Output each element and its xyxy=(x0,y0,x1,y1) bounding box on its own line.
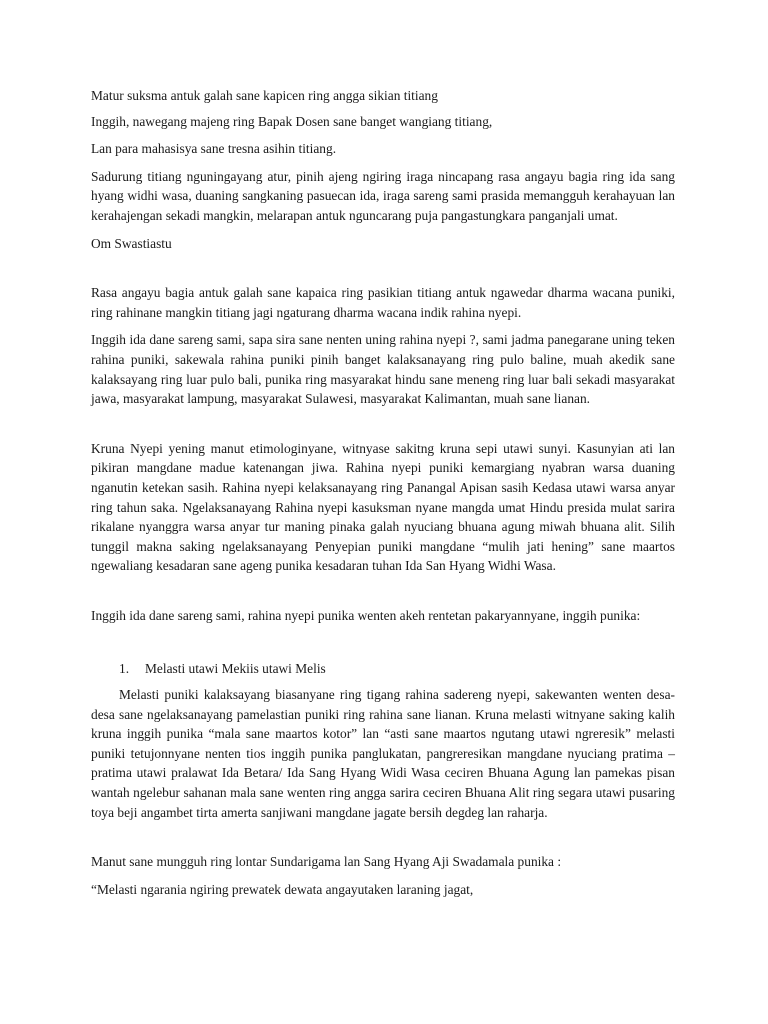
paragraph-2: Inggih ida dane sareng sami, sapa sira sane nenten uning rahina nyepi ?, sami jadma panegarane uning teken rahina puniki, sakewala rahina puniki pinih banget kalaksanayang ring pulo baline, muah akedik sane kalaksayang ring luar pulo bali, punika ring masyarakat hindu sane meneng ring luar bali sekadi masyarakat jawa, masyarakat lampung, masyarakat Sulawesi, masyarakat Kalimantan, muah sane lianan. xyxy=(91,332,675,407)
salutation: Om Swastiastu xyxy=(91,235,172,251)
document-body xyxy=(91,86,675,899)
list-number: 1. xyxy=(119,661,130,677)
greeting-line-3: Lan para mahasisya sane tresna asihin titiang. xyxy=(91,141,337,157)
paragraph-6: Manut sane mungguh ring lontar Sundarigama lan Sang Hyang Aji Swadamala punika : xyxy=(91,854,562,870)
paragraph-4: Inggih ida dane sareng sami, rahina nyepi punika wenten akeh rentetan pakaryannyane, inggih punika: xyxy=(91,607,641,623)
list-item xyxy=(91,659,675,679)
quote-line: “Melasti ngarania ngiring prewatek dewata angayutaken laraning jagat, xyxy=(91,881,474,897)
list-label: Melasti utawi Mekiis utawi Melis xyxy=(145,661,326,677)
paragraph-3: Kruna Nyepi yening manut etimologinyane, witnyase sakitng kruna sepi utawi sunyi. Kasunyian ati lan pikiran mangdane madue katenangan jiwa. Rahina nyepi puniki kemargiang nyabran warsa duaning nganutin ketekan sasih. Rahina nyepi kelaksanayang ring Panangal Apisan sasih Kedasa utawi warsa anyar ring tahun saka. Ngelaksanayang Rahina nyepi kasuksman nyane mangda umat Hindu presida mulat sarira rikalane nyanggra warsa anyar tur maning pinaka galah nyuciang bhuana agung miwah bhuana alit. Silih tunggil makna saking ngelaksanayang Penyepian puniki mangdane “mulih jati hening” sane maartos ngewaliang kesadaran sane ageng punika kesadaran tuhan Ida San Hyang Widhi Wasa. xyxy=(91,440,675,574)
greeting-line-1: Matur suksma antuk galah sane kapicen ring angga sikian titiang xyxy=(91,88,438,103)
greeting-line-2: Inggih, nawegang majeng ring Bapak Dosen sane banget wangiang titiang, xyxy=(91,113,493,129)
paragraph-5: Melasti puniki kalaksayang biasanyane ring tigang rahina sadereng nyepi, sakewanten wenten desa-desa sane ngelaksanayang pamelastian puniki ring rahina sane lianan. Kruna melasti witnyane saking kalih kruna inggih punika “mala sane maartos kotor” lan “asti sane maartos ngutang utawi ngreresik” melasti puniki tetujonnyane nenten tios inggih punika panglukatan, pangreresikan mangdane nyuciang pratima – pratima utawi pralawat Ida Betara/ Ida Sang Hyang Widi Wasa ceciren Bhuana Agung lan pamekas pisan wantah ngelebur sahanan mala sane wenten ring angga sarira ceciren Bhuana Alit ring segara utawi pusaring toya beji angambet tirta amerta sanjiwani mangdane jagate bersih degdeg lan raharja. xyxy=(91,687,675,820)
intro-paragraph: Sadurung titiang nguningayang atur, pinih ajeng ngiring iraga nincapang rasa angayu bagia ring ida sang hyang widhi wasa, duaning sangkaning pasuecan ida, iraga sareng sami prasida memangguh kerahayuan lan kerahajengan sekadi mangkin, melarapan antuk nguncarang puja pangastungkara panganjali umat. xyxy=(91,168,675,223)
paragraph-1: Rasa angayu bagia antuk galah sane kapaica ring pasikian titiang antuk ngawedar dharma wacana puniki, ring rahinane mangkin titiang jagi ngaturang dharma wacana indik rahina nyepi. xyxy=(91,285,675,320)
